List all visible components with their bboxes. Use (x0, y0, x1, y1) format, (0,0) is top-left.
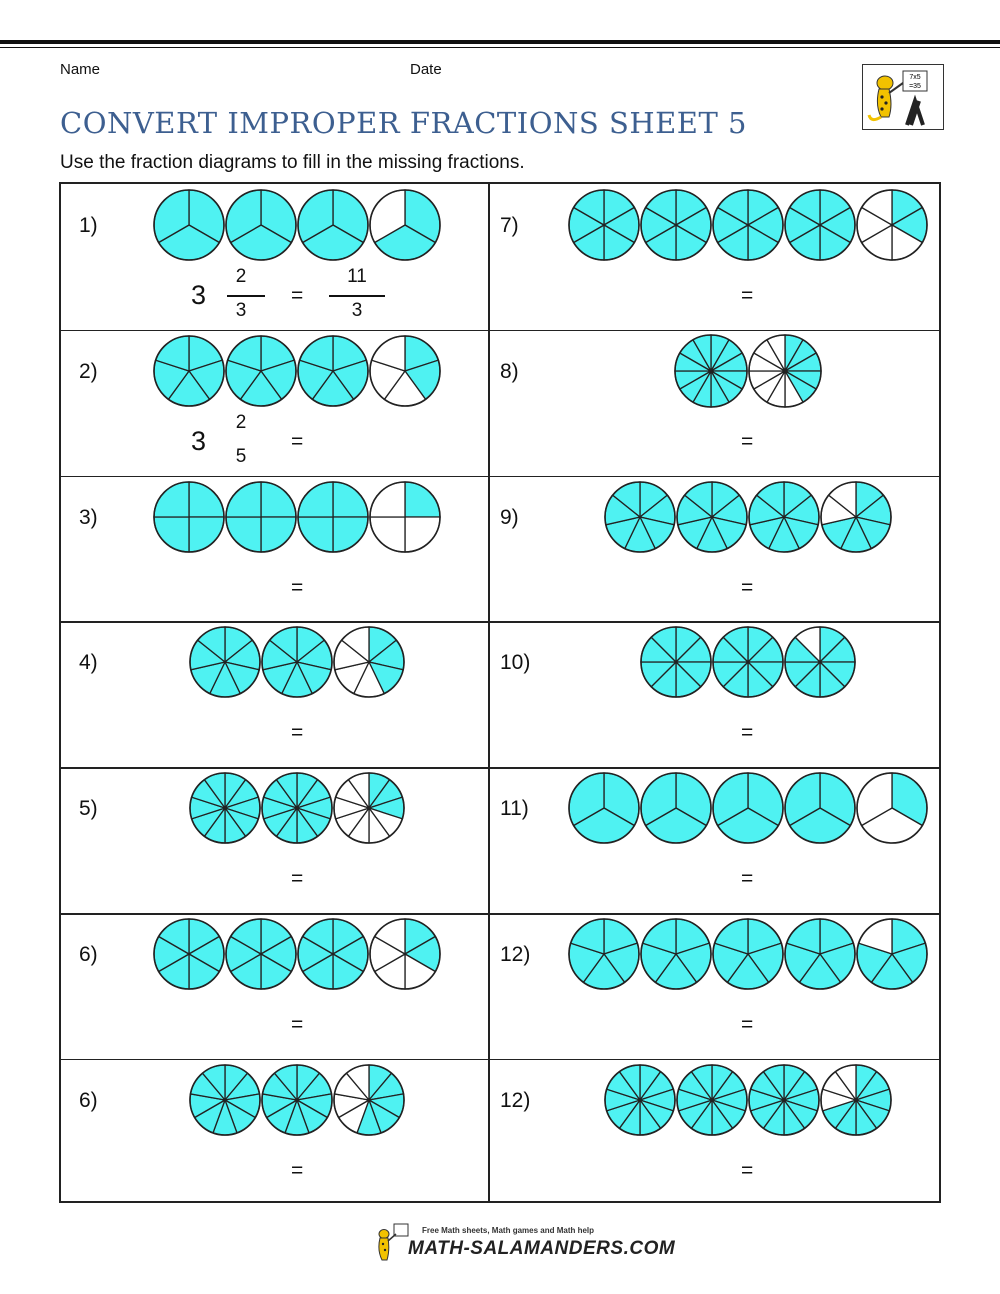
fraction-circle (641, 773, 711, 843)
problem-number: 4) (79, 651, 98, 675)
fraction-circle (605, 482, 675, 552)
problem-number: 1) (79, 214, 98, 237)
page-title: CONVERT IMPROPER FRACTIONS SHEET 5 (60, 106, 747, 140)
instructions: Use the fraction diagrams to fill in the missing fractions. (60, 152, 525, 173)
fraction-circle (749, 335, 821, 407)
fraction-numerator: 2 (235, 411, 247, 433)
fraction-circle (370, 190, 440, 260)
fraction-circle (569, 919, 639, 989)
fraction-circle (298, 336, 368, 406)
logo-text-bottom: =35 (909, 83, 921, 90)
fraction-diagram (488, 913, 939, 1003)
fraction-circle (190, 773, 260, 843)
problem-number: 2) (79, 359, 98, 383)
fraction-diagram (488, 330, 939, 420)
equals-sign: = (741, 284, 754, 307)
fraction-circle (190, 627, 260, 697)
footer-salamander-icon (372, 1222, 412, 1268)
equals-sign: = (291, 867, 304, 891)
fraction-circle (713, 773, 783, 843)
fraction-circle (749, 482, 819, 552)
problem-grid (59, 182, 941, 1203)
fraction-circle (857, 773, 927, 843)
fraction-circle (641, 919, 711, 989)
equals-sign: = (741, 1013, 754, 1036)
fraction-diagram (61, 913, 488, 1003)
fraction-circle (298, 190, 368, 260)
problem-number: 10) (500, 651, 531, 675)
fraction-circle (569, 190, 639, 260)
fraction-circle (785, 627, 855, 697)
problem-4 (488, 330, 939, 476)
fraction-circle (298, 919, 368, 989)
problem-number: 12) (500, 943, 531, 966)
fraction-circle (226, 190, 296, 260)
whole-number: 3 (191, 425, 207, 456)
fraction-circle (641, 190, 711, 260)
fraction-circle (785, 190, 855, 260)
problem-13 (61, 1059, 488, 1205)
fraction-circle (677, 482, 747, 552)
fraction-circle (262, 773, 332, 843)
fraction-circle (190, 1065, 260, 1135)
fraction-circle (785, 919, 855, 989)
fraction-circle (641, 627, 711, 697)
equals-sign: = (741, 867, 754, 891)
fraction-numerator: 2 (235, 266, 247, 287)
equals-sign: = (291, 575, 304, 599)
fraction-circle (226, 919, 296, 989)
fraction-circle (677, 1065, 747, 1135)
fraction-circle (569, 773, 639, 843)
fraction-circle (262, 627, 332, 697)
problem-number: 6) (79, 943, 98, 966)
problem-12 (488, 913, 939, 1059)
logo-text-top: 7x5 (909, 74, 921, 81)
equals-sign: = (741, 721, 754, 745)
name-label: Name (60, 61, 101, 78)
fraction-circle (334, 1065, 404, 1135)
equals-sign: = (291, 284, 304, 307)
equals-sign: = (291, 721, 304, 745)
equals-sign: = (291, 1158, 304, 1182)
fraction-circle (785, 773, 855, 843)
problem-number: 11) (500, 797, 529, 821)
problem-10 (488, 767, 939, 913)
fraction-circle (154, 482, 224, 552)
fraction-diagram (61, 621, 488, 711)
fraction-circle (226, 482, 296, 552)
fraction-circle (821, 1065, 891, 1135)
problem-1 (61, 184, 488, 330)
fraction-diagram (488, 767, 939, 857)
fraction-circle (821, 482, 891, 552)
fraction-diagram (488, 621, 939, 711)
date-label: Date (410, 61, 442, 78)
whole-number: 3 (191, 280, 207, 310)
answer-numerator: 11 (347, 266, 367, 287)
fraction-circle (334, 627, 404, 697)
equals-sign: = (291, 1013, 304, 1036)
answer-denominator: 3 (351, 300, 363, 321)
problem-number: 8) (500, 359, 519, 383)
fraction-diagram (61, 184, 488, 274)
problem-number: 5) (79, 797, 98, 821)
fraction-circle (334, 773, 404, 843)
fraction-diagram (61, 330, 488, 420)
fraction-circle (298, 482, 368, 552)
problem-8 (488, 621, 939, 767)
salamander-logo-icon (863, 65, 943, 129)
problem-5 (61, 476, 488, 622)
fraction-circle (154, 336, 224, 406)
problem-2 (488, 184, 939, 330)
fraction-diagram (61, 767, 488, 857)
equals-sign: = (741, 1158, 754, 1182)
top-rule (0, 40, 1000, 44)
problem-6 (488, 476, 939, 622)
fraction-circle (370, 336, 440, 406)
fraction-diagram (61, 476, 488, 566)
footer-site-name: MATH-SALAMANDERS.COM (408, 1238, 676, 1259)
fraction-circle (154, 919, 224, 989)
top-rule-thin (0, 47, 1000, 48)
footer-logo (372, 1222, 676, 1268)
fraction-diagram (61, 1059, 488, 1149)
fraction-diagram (488, 476, 939, 566)
equals-sign: = (741, 575, 754, 599)
problem-3 (61, 330, 488, 476)
fraction-circle (226, 336, 296, 406)
problem-number: 9) (500, 505, 519, 529)
fraction-circle (605, 1065, 675, 1135)
fraction-circle (713, 919, 783, 989)
problem-9 (61, 767, 488, 913)
footer-tagline: Free Math sheets, Math games and Math help (422, 1226, 595, 1235)
fraction-circle (154, 190, 224, 260)
problem-number: 12) (500, 1088, 531, 1112)
equals-sign: = (741, 429, 754, 453)
problem-number: 3) (79, 505, 98, 529)
answer-fraction-bar (329, 295, 385, 297)
problem-11 (61, 913, 488, 1059)
fraction-circle (857, 190, 927, 260)
fraction-denominator: 3 (235, 300, 247, 321)
salamander-logo (862, 64, 944, 130)
problem-number: 6) (79, 1088, 98, 1112)
fraction-bar (227, 295, 265, 297)
fraction-circle (857, 919, 927, 989)
fraction-circle (370, 482, 440, 552)
fraction-circle (262, 1065, 332, 1135)
fraction-circle (749, 1065, 819, 1135)
problem-7 (61, 621, 488, 767)
fraction-circle (370, 919, 440, 989)
fraction-circle (713, 627, 783, 697)
equals-sign: = (291, 429, 304, 453)
fraction-circle (675, 335, 747, 407)
fraction-diagram (488, 184, 939, 274)
problem-14 (488, 1059, 939, 1205)
fraction-diagram (488, 1059, 939, 1149)
fraction-denominator: 5 (235, 445, 247, 467)
problem-number: 7) (500, 214, 519, 237)
fraction-circle (713, 190, 783, 260)
